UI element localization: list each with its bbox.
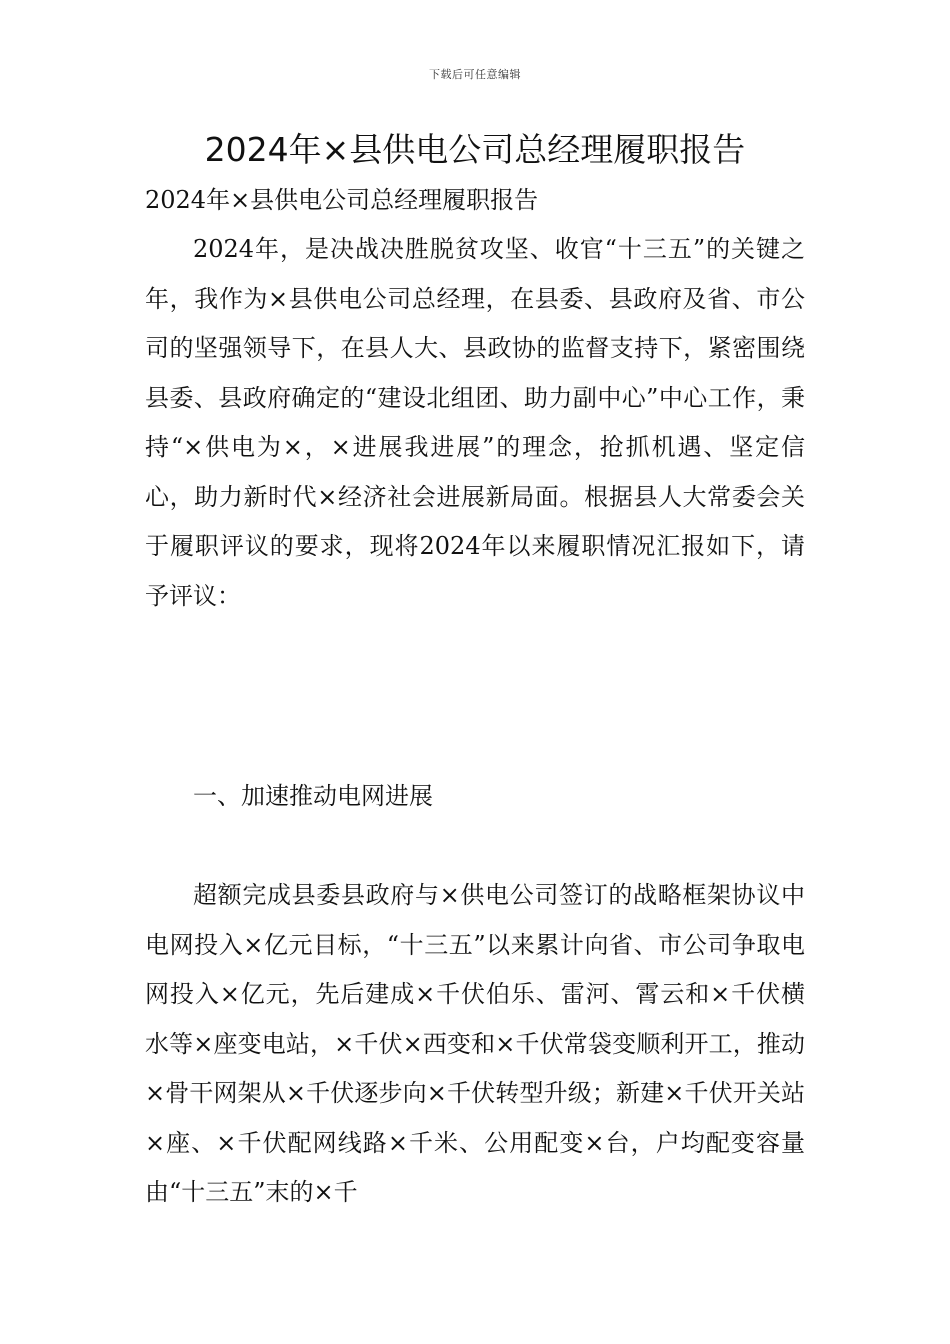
header-note: 下载后可任意编辑 <box>429 68 521 81</box>
section-paragraph: 超额完成县委县政府与×供电公司签订的战略框架协议中电网投入×亿元目标，“十三五”以来累计向省、市公司争取电网投入×亿元，先后建成×千伏伯乐、雷河、霄云和×千伏横水等×座变电站，×千伏×西变和×千伏常袋变顺利开工，推动×骨干网架从×千伏逐步向×千伏转型升级；新建×千伏开关站×座、×千伏配网线路×千米、公用配变×台，户均配变容量由“十三五”末的×千 <box>145 881 805 1206</box>
document-title: 2024年×县供电公司总经理履职报告 <box>204 130 746 169</box>
intro-paragraph: 2024年，是决战决胜脱贫攻坚、收官“十三五”的关键之年，我作为×县供电公司总经理，在县委、县政府及省、市公司的坚强领导下，在县人大、县政协的监督支持下，紧密围绕县委、县政府确定的“建设北组团、助力副中心”中心工作，秉持“×供电为×，×进展我进展”的理念，抢抓机遇、坚定信心，助力新时代×经济社会进展新局面。根据县人大常委会关于履职评议的要求，现将2024年以来履职情况汇报如下，请予评议： <box>145 235 805 610</box>
document-subtitle: 2024年×县供电公司总经理履职报告 <box>145 186 539 214</box>
section-heading: 一、加速推动电网进展 <box>193 782 433 810</box>
